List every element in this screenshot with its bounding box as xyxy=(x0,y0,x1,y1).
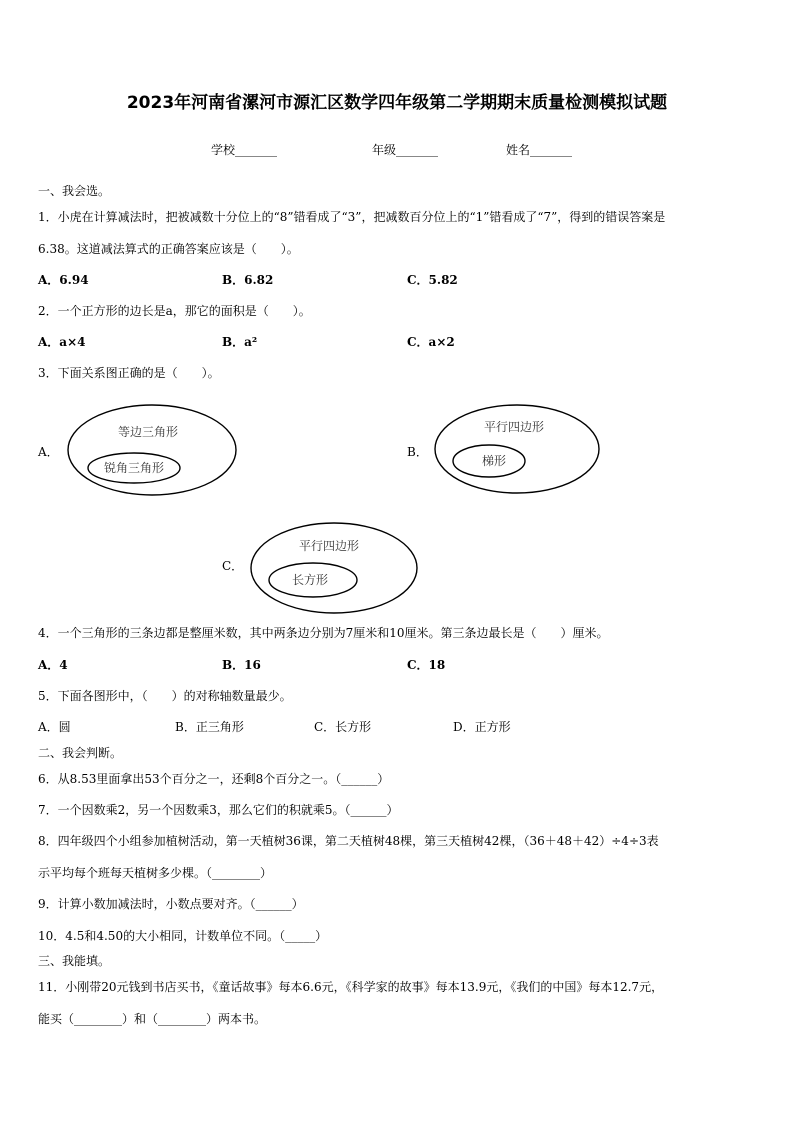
question-11-line-2: 能买（________）和（________）两本书。 xyxy=(38,1012,267,1026)
question-2-text: 2．一个正方形的边长是a，那它的面积是（ ）。 xyxy=(38,304,311,318)
question-5-text: 5．下面各图形中，（ ）的对称轴数量最少。 xyxy=(38,689,292,703)
question-4-option-b: B．16 xyxy=(222,658,261,672)
outer-ellipse-c xyxy=(251,523,417,613)
section-heading-judge: 二、我会判断。 xyxy=(38,746,123,760)
question-5-option-c: C．长方形 xyxy=(314,720,372,734)
question-7-text: 7．一个因数乘2，另一个因数乘3，那么它们的积就乘5。（______） xyxy=(38,803,399,817)
page-title: 2023年河南省漯河市源汇区数学四年级第二学期期末质量检测模拟试题 xyxy=(126,93,668,113)
inner-label-c: 长方形 xyxy=(291,573,329,587)
question-2-option-a: A．a×4 xyxy=(38,335,86,349)
question-3-label-b: B． xyxy=(407,445,428,459)
school-field: 学校_______ xyxy=(211,143,278,157)
question-10-text: 10．4.5和4.50的大小相同，计数单位不同。（_____） xyxy=(38,929,328,943)
outer-label-c: 平行四边形 xyxy=(298,539,360,553)
question-5-option-a: A．圆 xyxy=(38,720,71,734)
question-5-option-d: D．正方形 xyxy=(453,720,511,734)
section-heading-choice: 一、我会选。 xyxy=(38,184,111,198)
question-3-text: 3．下面关系图正确的是（ ）。 xyxy=(38,366,220,380)
question-1-option-c: C．5.82 xyxy=(407,273,458,287)
inner-label-a: 锐角三角形 xyxy=(103,461,165,475)
inner-label-b: 梯形 xyxy=(481,454,507,468)
outer-label-a: 等边三角形 xyxy=(117,425,179,439)
question-3-label-a: A． xyxy=(38,445,59,459)
venn-diagram-b xyxy=(433,402,603,496)
question-9-text: 9．计算小数加减法时，小数点要对齐。（______） xyxy=(38,897,304,911)
section-heading-fill: 三、我能填。 xyxy=(38,954,111,968)
venn-diagram-a xyxy=(66,402,242,498)
question-4-text: 4．一个三角形的三条边都是整厘米数，其中两条边分别为7厘米和10厘米。第三条边最长是（ ）厘米。 xyxy=(38,626,609,640)
question-2-option-c: C．a×2 xyxy=(407,335,455,349)
question-8-line-2: 示平均每个班每天植树多少棵。（________） xyxy=(38,866,273,880)
outer-ellipse-b xyxy=(435,405,599,493)
question-11-line-1: 11．小刚带20元钱到书店买书，《童话故事》每本6.6元，《科学家的故事》每本13.9元，《我们的中国》每本12.7元， xyxy=(38,980,664,994)
grade-field: 年级_______ xyxy=(372,143,439,157)
question-4-option-a: A．4 xyxy=(38,658,68,672)
question-1-option-a: A．6.94 xyxy=(38,273,89,287)
question-6-text: 6．从8.53里面拿出53个百分之一，还剩8个百分之一。（______） xyxy=(38,772,390,786)
name-field: 姓名_______ xyxy=(506,143,573,157)
question-1-line-2: 6.38。这道减法算式的正确答案应该是（ ）。 xyxy=(38,242,299,256)
question-5-option-b: B．正三角形 xyxy=(175,720,244,734)
question-4-option-c: C．18 xyxy=(407,658,446,672)
question-8-line-1: 8．四年级四个小组参加植树活动，第一天植树36课，第二天植树48棵，第三天植树42棵，（36＋48＋42）÷4÷3表 xyxy=(38,834,659,848)
question-3-label-c: C． xyxy=(222,559,244,573)
venn-diagram-c xyxy=(249,520,419,616)
question-1-line-1: 1．小虎在计算减法时，把被减数十分位上的“8”错看成了“3”，把减数百分位上的“1”错看成了“7”，得到的错误答案是 xyxy=(38,210,666,224)
question-1-option-b: B．6.82 xyxy=(222,273,274,287)
outer-label-b: 平行四边形 xyxy=(483,420,545,434)
question-2-option-b: B．a² xyxy=(222,335,258,349)
